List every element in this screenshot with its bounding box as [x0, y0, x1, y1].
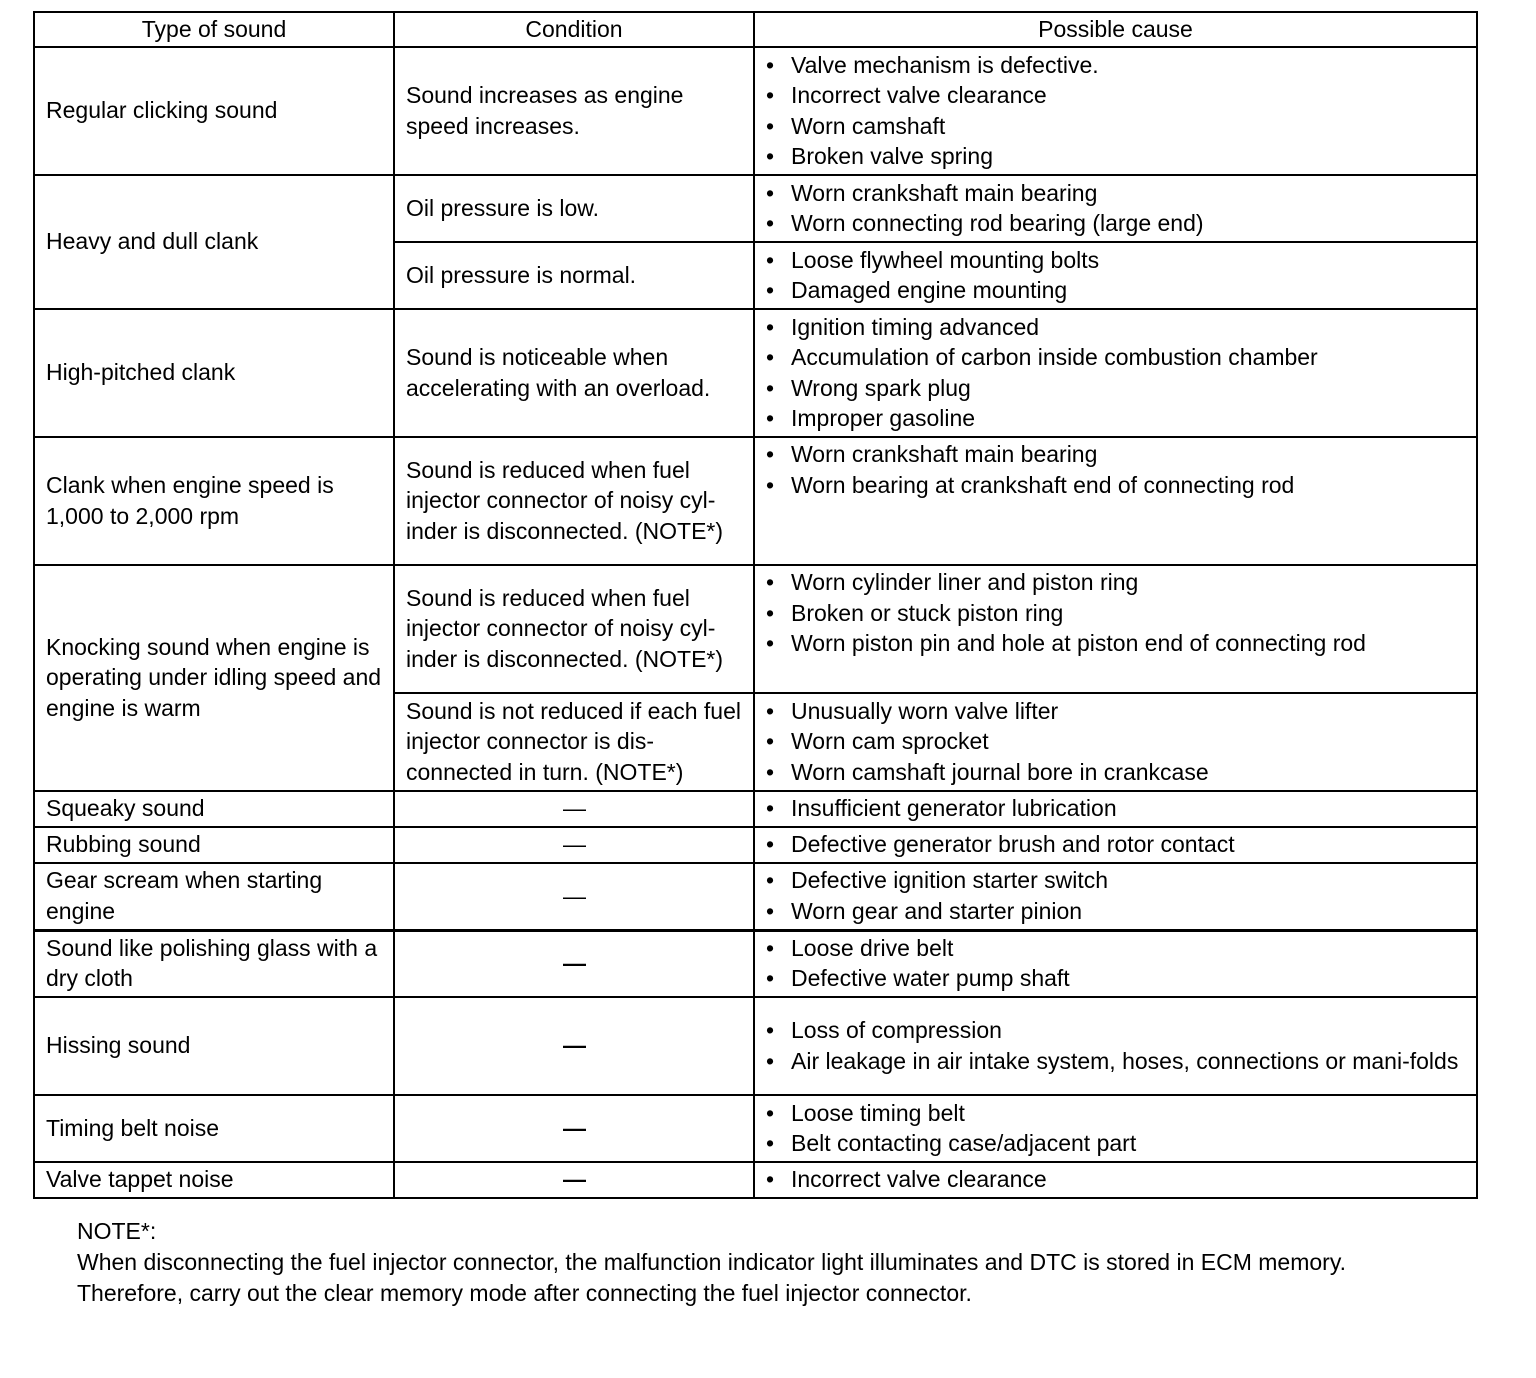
dash-mark: —: [563, 831, 586, 858]
cause-list: [766, 567, 1466, 659]
cause-item: • Broken or stuck piston ring: [766, 598, 1466, 629]
dash-mark: —: [563, 795, 586, 822]
sound-type-cell: Clank when engine speed is 1,000 to 2,000 rpm: [34, 437, 394, 565]
sound-type-cell: High-pitched clank: [34, 309, 394, 437]
condition-cell: [394, 863, 754, 930]
cause-item: • Loose timing belt: [766, 1098, 1466, 1129]
cause-item: • Worn crankshaft main bearing: [766, 439, 1466, 470]
footnote: [77, 1216, 1497, 1309]
condition-cell: Sound increases as engine speed increases.: [394, 47, 754, 175]
condition-cell: [394, 997, 754, 1095]
cause-cell: [754, 242, 1477, 309]
table-row: [34, 791, 1477, 827]
cause-item: • Loss of compression: [766, 1015, 1466, 1046]
table-row: [34, 827, 1477, 863]
condition-cell: [394, 827, 754, 863]
table-row: [34, 1095, 1477, 1162]
cause-item: • Defective generator brush and rotor contact: [766, 829, 1466, 860]
condition-cell: [394, 1095, 754, 1162]
cause-cell: [754, 693, 1477, 791]
sound-type-cell: Gear scream when starting engine: [34, 863, 394, 930]
cause-cell: [754, 930, 1477, 997]
header-condition: Condition: [394, 12, 754, 47]
cause-cell: [754, 997, 1477, 1095]
cause-item: • Loose drive belt: [766, 933, 1466, 964]
cause-item: • Worn piston pin and hole at piston end of connecting rod: [766, 628, 1466, 659]
cause-list: [766, 178, 1466, 239]
table-row: [34, 997, 1477, 1095]
dash-mark: —: [563, 1114, 586, 1141]
cause-item: • Unusually worn valve lifter: [766, 696, 1466, 727]
table-row: [34, 930, 1477, 997]
condition-cell: Sound is not reduced if each fuel injector connector is dis-connected in turn. (NOTE*): [394, 693, 754, 791]
cause-cell: [754, 827, 1477, 863]
dash-mark: —: [563, 1032, 586, 1059]
table-row: [34, 437, 1477, 565]
cause-list: [766, 312, 1466, 434]
footnote-line: When disconnecting the fuel injector connector, the malfunction indicator light illuminates and DTC is stored in ECM memory.: [77, 1249, 1346, 1275]
cause-list: [766, 696, 1466, 788]
cause-item: • Belt contacting case/adjacent part: [766, 1128, 1466, 1159]
cause-list: [766, 793, 1466, 824]
sound-type-cell: Knocking sound when engine is operating under idling speed and engine is warm: [34, 565, 394, 791]
cause-cell: [754, 1162, 1477, 1198]
dash-mark: —: [563, 1166, 586, 1193]
condition-cell: [394, 791, 754, 827]
cause-list: [766, 829, 1466, 860]
cause-item: • Incorrect valve clearance: [766, 1164, 1466, 1195]
cause-item: • Improper gasoline: [766, 403, 1466, 434]
condition-cell: Oil pressure is normal.: [394, 242, 754, 309]
sound-type-cell: Heavy and dull clank: [34, 175, 394, 309]
sound-type-cell: Timing belt noise: [34, 1095, 394, 1162]
cause-list: [766, 245, 1466, 306]
cause-list: [766, 865, 1466, 926]
condition-cell: [394, 930, 754, 997]
header-row: [34, 12, 1477, 47]
cause-item: • Insufficient generator lubrication: [766, 793, 1466, 824]
cause-item: • Worn cam sprocket: [766, 726, 1466, 757]
cause-list: [766, 439, 1466, 500]
cause-item: • Defective ignition starter switch: [766, 865, 1466, 896]
dash-mark: —: [563, 882, 586, 909]
condition-cell: Sound is reduced when fuel injector connector of noisy cyl-inder is disconnected. (NOTE*): [394, 565, 754, 693]
table-row: [34, 1162, 1477, 1198]
footnote-line: Therefore, carry out the clear memory mode after connecting the fuel injector connector.: [77, 1280, 972, 1306]
table-row: [34, 47, 1477, 175]
sound-type-cell: Regular clicking sound: [34, 47, 394, 175]
cause-item: • Worn connecting rod bearing (large end): [766, 208, 1466, 239]
cause-list: [766, 1164, 1466, 1195]
cause-item: • Valve mechanism is defective.: [766, 50, 1466, 81]
cause-item: • Worn cylinder liner and piston ring: [766, 567, 1466, 598]
cause-item: • Broken valve spring: [766, 141, 1466, 172]
sound-type-cell: Hissing sound: [34, 997, 394, 1095]
cause-list: [766, 1015, 1466, 1076]
cause-cell: [754, 175, 1477, 242]
sound-type-cell: Rubbing sound: [34, 827, 394, 863]
sound-type-cell: Valve tappet noise: [34, 1162, 394, 1198]
cause-cell: [754, 791, 1477, 827]
cause-cell: [754, 565, 1477, 693]
table-row: [34, 175, 1477, 242]
cause-item: • Worn gear and starter pinion: [766, 896, 1466, 927]
cause-cell: [754, 309, 1477, 437]
table-row: [34, 863, 1477, 930]
cause-item: • Ignition timing advanced: [766, 312, 1466, 343]
table-row: [34, 309, 1477, 437]
cause-item: • Worn camshaft journal bore in crankcase: [766, 757, 1466, 788]
cause-cell: [754, 863, 1477, 930]
cause-cell: [754, 47, 1477, 175]
cause-item: • Worn crankshaft main bearing: [766, 178, 1466, 209]
condition-cell: Sound is reduced when fuel injector connector of noisy cyl-inder is disconnected. (NOTE*): [394, 437, 754, 565]
condition-cell: Oil pressure is low.: [394, 175, 754, 242]
cause-item: • Wrong spark plug: [766, 373, 1466, 404]
cause-list: [766, 933, 1466, 994]
sound-type-cell: Sound like polishing glass with a dry cloth: [34, 930, 394, 997]
cause-item: • Worn bearing at crankshaft end of connecting rod: [766, 470, 1466, 501]
engine-noise-table: [33, 11, 1478, 1199]
cause-item: • Incorrect valve clearance: [766, 80, 1466, 111]
cause-list: [766, 50, 1466, 172]
cause-item: • Worn camshaft: [766, 111, 1466, 142]
condition-cell: Sound is noticeable when accelerating with an overload.: [394, 309, 754, 437]
cause-cell: [754, 437, 1477, 565]
condition-cell: [394, 1162, 754, 1198]
cause-item: • Loose flywheel mounting bolts: [766, 245, 1466, 276]
header-possible-cause: Possible cause: [754, 12, 1477, 47]
cause-list: [766, 1098, 1466, 1159]
cause-item: • Defective water pump shaft: [766, 963, 1466, 994]
dash-mark: —: [563, 950, 586, 976]
cause-item: • Air leakage in air intake system, hoses, connections or mani-folds: [766, 1046, 1466, 1077]
footnote-title: NOTE*:: [77, 1218, 157, 1244]
sound-type-cell: Squeaky sound: [34, 791, 394, 827]
cause-item: • Damaged engine mounting: [766, 275, 1466, 306]
header-type-of-sound: Type of sound: [34, 12, 394, 47]
table-row: [34, 565, 1477, 693]
cause-item: • Accumulation of carbon inside combustion chamber: [766, 342, 1466, 373]
cause-cell: [754, 1095, 1477, 1162]
